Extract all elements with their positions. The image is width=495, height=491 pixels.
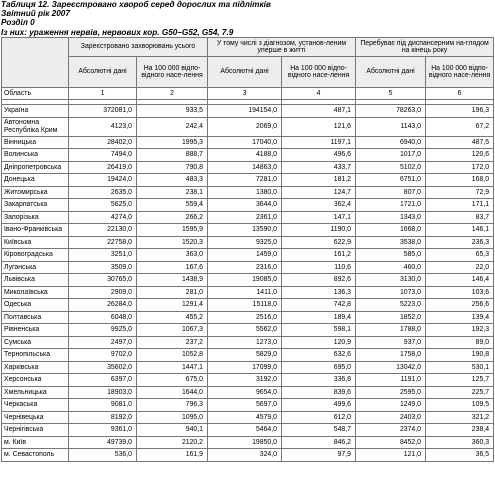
value-cell-c4: 136,3 xyxy=(282,286,356,299)
table-row xyxy=(2,399,494,412)
value-cell-c2: 483,3 xyxy=(137,174,208,187)
table-row xyxy=(2,424,494,437)
value-cell-c2: 796,3 xyxy=(137,399,208,412)
table-row xyxy=(2,299,494,312)
value-cell-c2: 559,4 xyxy=(137,199,208,212)
region-name-cell: Черкаська xyxy=(2,399,69,412)
value-cell-c3: 4188,0 xyxy=(208,149,282,162)
value-cell-c3: 4579,0 xyxy=(208,411,282,424)
value-cell-c5: 1249,0 xyxy=(356,399,426,412)
region-name-cell: Автономна Республіка Крим xyxy=(2,117,69,136)
value-cell-c4: 612,0 xyxy=(282,411,356,424)
value-cell-c5: 1721,0 xyxy=(356,199,426,212)
value-cell-c1: 4274,0 xyxy=(69,211,137,224)
region-name-cell: Кіровоградська xyxy=(2,249,69,262)
value-cell-c2: 363,0 xyxy=(137,249,208,262)
value-cell-c5: 2595,0 xyxy=(356,386,426,399)
value-cell-c1: 4123,0 xyxy=(69,117,137,136)
value-cell-c3: 5464,0 xyxy=(208,424,282,437)
value-cell-c6: 72,9 xyxy=(426,186,494,199)
value-cell-c1: 9361,0 xyxy=(69,424,137,437)
table-row xyxy=(2,361,494,374)
value-cell-c5: 2374,0 xyxy=(356,424,426,437)
table-body xyxy=(2,105,494,462)
sub-header-absolute: Абсолютні дані xyxy=(208,57,282,88)
region-name-cell: Херсонська xyxy=(2,374,69,387)
value-cell-c2: 1067,3 xyxy=(137,324,208,337)
value-cell-c6: 109,5 xyxy=(426,399,494,412)
table-row xyxy=(2,449,494,462)
value-cell-c2: 675,0 xyxy=(137,374,208,387)
value-cell-c6: 196,3 xyxy=(426,105,494,118)
value-cell-c5: 1073,0 xyxy=(356,286,426,299)
value-cell-c2: 161,9 xyxy=(137,449,208,462)
value-cell-c6: 360,3 xyxy=(426,436,494,449)
region-name-cell: Харківська xyxy=(2,361,69,374)
value-cell-c2: 888,7 xyxy=(137,149,208,162)
value-cell-c1: 19424,0 xyxy=(69,174,137,187)
value-cell-c3: 2316,0 xyxy=(208,261,282,274)
value-cell-c6: 120,6 xyxy=(426,149,494,162)
value-cell-c4: 189,4 xyxy=(282,311,356,324)
value-cell-c6: 146,4 xyxy=(426,274,494,287)
value-cell-c5: 13042,0 xyxy=(356,361,426,374)
value-cell-c1: 372081,0 xyxy=(69,105,137,118)
table-row xyxy=(2,149,494,162)
region-name-cell: Тернопільська xyxy=(2,349,69,362)
sub-header-per100k: На 100 000 відпо-відного насе-лення xyxy=(426,57,494,88)
value-cell-c1: 6048,0 xyxy=(69,311,137,324)
value-cell-c5: 1788,0 xyxy=(356,324,426,337)
value-cell-c6: 225,7 xyxy=(426,386,494,399)
value-cell-c6: 256,6 xyxy=(426,299,494,312)
value-cell-c3: 19850,0 xyxy=(208,436,282,449)
value-cell-c5: 3538,0 xyxy=(356,236,426,249)
region-column-header: Область xyxy=(2,88,69,100)
value-cell-c6: 83,7 xyxy=(426,211,494,224)
value-cell-c1: 22130,0 xyxy=(69,224,137,237)
table-row xyxy=(2,386,494,399)
value-cell-c4: 846,2 xyxy=(282,436,356,449)
value-cell-c3: 7281,0 xyxy=(208,174,282,187)
value-cell-c3: 2361,0 xyxy=(208,211,282,224)
value-cell-c4: 548,7 xyxy=(282,424,356,437)
sub-header-per100k: На 100 000 відпо-відного насе-лення xyxy=(137,57,208,88)
value-cell-c4: 121,6 xyxy=(282,117,356,136)
value-cell-c4: 622,9 xyxy=(282,236,356,249)
value-cell-c3: 324,0 xyxy=(208,449,282,462)
value-cell-c1: 3509,0 xyxy=(69,261,137,274)
value-cell-c5: 1668,0 xyxy=(356,224,426,237)
value-cell-c3: 13590,0 xyxy=(208,224,282,237)
value-cell-c6: 146,1 xyxy=(426,224,494,237)
value-cell-c2: 1644,0 xyxy=(137,386,208,399)
value-cell-c2: 266,2 xyxy=(137,211,208,224)
region-name-cell: Україна xyxy=(2,105,69,118)
value-cell-c6: 89,0 xyxy=(426,336,494,349)
value-cell-c6: 103,6 xyxy=(426,286,494,299)
value-cell-c4: 97,9 xyxy=(282,449,356,462)
table-row xyxy=(2,174,494,187)
value-cell-c5: 1852,0 xyxy=(356,311,426,324)
value-cell-c1: 6397,0 xyxy=(69,374,137,387)
value-cell-c3: 5829,0 xyxy=(208,349,282,362)
value-cell-c6: 190,8 xyxy=(426,349,494,362)
region-name-cell: Житомирська xyxy=(2,186,69,199)
value-cell-c5: 5223,0 xyxy=(356,299,426,312)
value-cell-c6: 236,3 xyxy=(426,236,494,249)
value-cell-c1: 22758,0 xyxy=(69,236,137,249)
value-cell-c3: 1380,0 xyxy=(208,186,282,199)
sub-header-absolute: Абсолютні дані xyxy=(356,57,426,88)
value-cell-c6: 36,5 xyxy=(426,449,494,462)
region-name-cell: Чернівецька xyxy=(2,411,69,424)
table-header xyxy=(2,38,494,105)
region-name-cell: Донецька xyxy=(2,174,69,187)
value-cell-c4: 1197,1 xyxy=(282,136,356,149)
region-name-cell: Київська xyxy=(2,236,69,249)
value-cell-c4: 433,7 xyxy=(282,161,356,174)
value-cell-c6: 530,1 xyxy=(426,361,494,374)
value-cell-c4: 124,7 xyxy=(282,186,356,199)
sub-header-absolute: Абсолютні дані xyxy=(69,57,137,88)
value-cell-c2: 2120,2 xyxy=(137,436,208,449)
group-header-registered: Зареєстровано захворювань усього xyxy=(69,38,208,57)
value-cell-c1: 9702,0 xyxy=(69,349,137,362)
report-section: Розділ 0 xyxy=(1,18,35,28)
value-cell-c1: 26284,0 xyxy=(69,299,137,312)
value-cell-c5: 460,0 xyxy=(356,261,426,274)
group-header-dispensary: Перебуває під диспансерним на-глядом на кінець року xyxy=(356,38,494,57)
value-cell-c4: 147,1 xyxy=(282,211,356,224)
value-cell-c3: 2516,0 xyxy=(208,311,282,324)
value-cell-c1: 5625,0 xyxy=(69,199,137,212)
value-cell-c2: 933,5 xyxy=(137,105,208,118)
value-cell-c2: 1438,9 xyxy=(137,274,208,287)
value-cell-c1: 7494,0 xyxy=(69,149,137,162)
value-cell-c2: 167,6 xyxy=(137,261,208,274)
value-cell-c5: 1343,0 xyxy=(356,211,426,224)
value-cell-c5: 3130,0 xyxy=(356,274,426,287)
value-cell-c6: 125,7 xyxy=(426,374,494,387)
disease-codes: Із них: ураження нервів, нервових кор. G50–G52, G54, 7.9 xyxy=(1,27,234,37)
value-cell-c6: 67,2 xyxy=(426,117,494,136)
value-cell-c6: 172,0 xyxy=(426,161,494,174)
table-row xyxy=(2,199,494,212)
region-name-cell: Запорізька xyxy=(2,211,69,224)
value-cell-c5: 6940,0 xyxy=(356,136,426,149)
value-cell-c5: 8452,0 xyxy=(356,436,426,449)
value-cell-c4: 336,8 xyxy=(282,374,356,387)
value-cell-c1: 2909,0 xyxy=(69,286,137,299)
value-cell-c2: 1595,9 xyxy=(137,224,208,237)
value-cell-c2: 242,4 xyxy=(137,117,208,136)
value-cell-c2: 940,1 xyxy=(137,424,208,437)
region-name-cell: Дніпропетровська xyxy=(2,161,69,174)
table-row xyxy=(2,261,494,274)
value-cell-c4: 181,2 xyxy=(282,174,356,187)
value-cell-c3: 1411,0 xyxy=(208,286,282,299)
value-cell-c3: 194154,0 xyxy=(208,105,282,118)
value-cell-c6: 321,2 xyxy=(426,411,494,424)
group-header-first-diagnosed: У тому числі з діагнозом, установ-леним уперше в житті xyxy=(208,38,356,57)
value-cell-c1: 26419,0 xyxy=(69,161,137,174)
value-cell-c3: 9654,0 xyxy=(208,386,282,399)
table-row xyxy=(2,411,494,424)
value-cell-c2: 1052,8 xyxy=(137,349,208,362)
region-name-cell: м. Київ xyxy=(2,436,69,449)
value-cell-c3: 5562,0 xyxy=(208,324,282,337)
value-cell-c1: 28402,0 xyxy=(69,136,137,149)
value-cell-c4: 362,4 xyxy=(282,199,356,212)
value-cell-c3: 3644,0 xyxy=(208,199,282,212)
value-cell-c2: 238,1 xyxy=(137,186,208,199)
value-cell-c5: 937,0 xyxy=(356,336,426,349)
region-name-cell: Одеська xyxy=(2,299,69,312)
value-cell-c5: 1143,0 xyxy=(356,117,426,136)
value-cell-c3: 15118,0 xyxy=(208,299,282,312)
value-cell-c2: 1095,0 xyxy=(137,411,208,424)
column-number: 6 xyxy=(426,88,494,100)
value-cell-c5: 5102,0 xyxy=(356,161,426,174)
value-cell-c1: 9925,0 xyxy=(69,324,137,337)
value-cell-c5: 2403,0 xyxy=(356,411,426,424)
value-cell-c5: 807,0 xyxy=(356,186,426,199)
value-cell-c1: 49739,0 xyxy=(69,436,137,449)
value-cell-c3: 3192,0 xyxy=(208,374,282,387)
table-row xyxy=(2,236,494,249)
region-name-cell: Миколаївська xyxy=(2,286,69,299)
value-cell-c4: 742,8 xyxy=(282,299,356,312)
region-name-cell: Чернігівська xyxy=(2,424,69,437)
value-cell-c6: 171,1 xyxy=(426,199,494,212)
value-cell-c5: 1017,0 xyxy=(356,149,426,162)
value-cell-c4: 892,6 xyxy=(282,274,356,287)
value-cell-c4: 598,1 xyxy=(282,324,356,337)
value-cell-c1: 35602,0 xyxy=(69,361,137,374)
column-number: 2 xyxy=(137,88,208,100)
table-row xyxy=(2,211,494,224)
table-row xyxy=(2,224,494,237)
region-header-blank xyxy=(2,38,69,88)
table-row xyxy=(2,436,494,449)
value-cell-c3: 19085,0 xyxy=(208,274,282,287)
value-cell-c2: 1291,4 xyxy=(137,299,208,312)
table-row xyxy=(2,186,494,199)
table-row xyxy=(2,274,494,287)
value-cell-c6: 192,3 xyxy=(426,324,494,337)
value-cell-c4: 110,6 xyxy=(282,261,356,274)
value-cell-c1: 2497,0 xyxy=(69,336,137,349)
region-name-cell: Львівська xyxy=(2,274,69,287)
value-cell-c5: 6751,0 xyxy=(356,174,426,187)
value-cell-c1: 30765,0 xyxy=(69,274,137,287)
value-cell-c4: 499,6 xyxy=(282,399,356,412)
value-cell-c5: 1191,0 xyxy=(356,374,426,387)
table-row xyxy=(2,249,494,262)
value-cell-c3: 2069,0 xyxy=(208,117,282,136)
region-name-cell: Рівненська xyxy=(2,324,69,337)
region-name-cell: Хмельницька xyxy=(2,386,69,399)
sub-header-per100k: На 100 000 відпо-відного насе-лення xyxy=(282,57,356,88)
value-cell-c2: 1995,3 xyxy=(137,136,208,149)
value-cell-c3: 14863,0 xyxy=(208,161,282,174)
value-cell-c2: 455,2 xyxy=(137,311,208,324)
value-cell-c1: 8192,0 xyxy=(69,411,137,424)
value-cell-c4: 161,2 xyxy=(282,249,356,262)
statistics-table xyxy=(1,37,494,462)
value-cell-c4: 695,0 xyxy=(282,361,356,374)
value-cell-c3: 1273,0 xyxy=(208,336,282,349)
region-name-cell: м. Севастополь xyxy=(2,449,69,462)
region-name-cell: Закарпатська xyxy=(2,199,69,212)
value-cell-c4: 632,6 xyxy=(282,349,356,362)
value-cell-c2: 1520,3 xyxy=(137,236,208,249)
value-cell-c4: 487,1 xyxy=(282,105,356,118)
table-row xyxy=(2,374,494,387)
table-row xyxy=(2,117,494,136)
value-cell-c5: 121,0 xyxy=(356,449,426,462)
value-cell-c3: 5697,0 xyxy=(208,399,282,412)
table-row xyxy=(2,136,494,149)
table-row xyxy=(2,311,494,324)
value-cell-c2: 790,8 xyxy=(137,161,208,174)
region-name-cell: Вінницька xyxy=(2,136,69,149)
table-row xyxy=(2,105,494,118)
value-cell-c3: 9325,0 xyxy=(208,236,282,249)
value-cell-c1: 9081,0 xyxy=(69,399,137,412)
value-cell-c3: 17040,0 xyxy=(208,136,282,149)
column-number: 5 xyxy=(356,88,426,100)
value-cell-c4: 1190,0 xyxy=(282,224,356,237)
value-cell-c5: 1758,0 xyxy=(356,349,426,362)
column-number: 1 xyxy=(69,88,137,100)
value-cell-c2: 1447,1 xyxy=(137,361,208,374)
table-row xyxy=(2,286,494,299)
value-cell-c5: 585,0 xyxy=(356,249,426,262)
column-number: 3 xyxy=(208,88,282,100)
table-title: Таблиця 12. Зареєстровано хвороб серед дорослих та підлітків xyxy=(1,0,271,9)
value-cell-c1: 3251,0 xyxy=(69,249,137,262)
value-cell-c2: 237,2 xyxy=(137,336,208,349)
value-cell-c4: 839,6 xyxy=(282,386,356,399)
value-cell-c6: 168,0 xyxy=(426,174,494,187)
region-name-cell: Івано-Франківська xyxy=(2,224,69,237)
value-cell-c4: 496,6 xyxy=(282,149,356,162)
value-cell-c1: 536,0 xyxy=(69,449,137,462)
value-cell-c5: 78263,0 xyxy=(356,105,426,118)
value-cell-c6: 65,3 xyxy=(426,249,494,262)
value-cell-c6: 22,0 xyxy=(426,261,494,274)
region-name-cell: Полтавська xyxy=(2,311,69,324)
value-cell-c1: 2635,0 xyxy=(69,186,137,199)
value-cell-c6: 238,4 xyxy=(426,424,494,437)
region-name-cell: Луганська xyxy=(2,261,69,274)
value-cell-c2: 281,0 xyxy=(137,286,208,299)
report-header xyxy=(1,0,271,37)
value-cell-c3: 17099,0 xyxy=(208,361,282,374)
table-row xyxy=(2,349,494,362)
region-name-cell: Волинська xyxy=(2,149,69,162)
table-row xyxy=(2,161,494,174)
value-cell-c4: 120,9 xyxy=(282,336,356,349)
table-row xyxy=(2,324,494,337)
value-cell-c6: 139,4 xyxy=(426,311,494,324)
value-cell-c3: 1459,0 xyxy=(208,249,282,262)
report-year: Звітний рік 2007 xyxy=(1,9,70,19)
value-cell-c1: 18903,0 xyxy=(69,386,137,399)
value-cell-c6: 487,5 xyxy=(426,136,494,149)
column-number: 4 xyxy=(282,88,356,100)
region-name-cell: Сумська xyxy=(2,336,69,349)
table-row xyxy=(2,336,494,349)
